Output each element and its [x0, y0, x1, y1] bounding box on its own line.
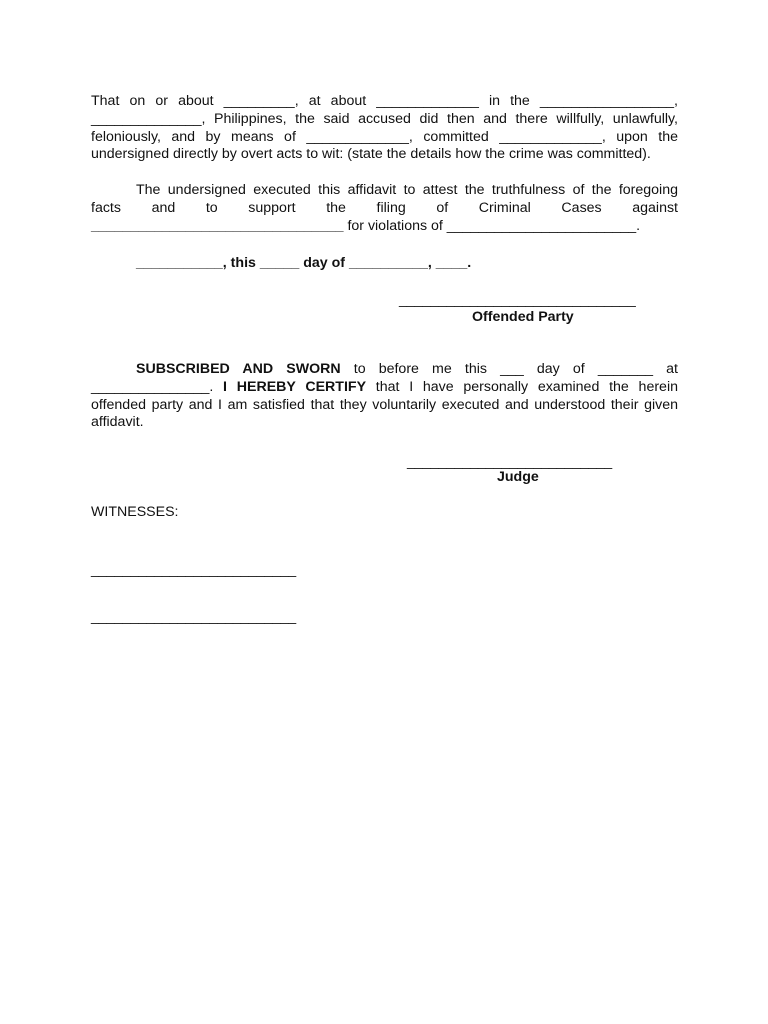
witnesses-label: WITNESSES:: [91, 504, 179, 520]
offended-party-label: Offended Party: [472, 309, 574, 325]
witness-signature-line-1: __________________________: [91, 562, 297, 578]
purpose-line-2: facts and to support the filing of Criminal Cases against: [91, 199, 678, 216]
accused-name-blank: ________________________________: [91, 217, 344, 234]
sworn-text-1: to before me this ___ day of _______ at _______________.: [91, 361, 679, 395]
hereby-certify-heading: I HEREBY CERTIFY: [223, 378, 367, 395]
judge-signature-line: __________________________: [407, 454, 613, 470]
witness-signature-line-2: __________________________: [91, 609, 297, 625]
purpose-line-3: [91, 218, 678, 236]
complaint-text: That on or about _________, at about _____________ in the _________________, ______________, Philippines, the said accused did then and there willfully, unlawfully, feloniously, and by means of _____________, committed _____________, upon the undersigned directly by overt acts to wit: (state the details how the crime was committed).: [91, 93, 678, 163]
purpose-line-1: The undersigned executed this affidavit to attest the truthfulness of the foregoing: [136, 182, 678, 198]
judge-label: Judge: [497, 469, 539, 485]
complaint-paragraph: [91, 93, 678, 164]
subscribed-sworn-heading: SUBSCRIBED AND SWORN: [136, 361, 341, 377]
sworn-paragraph: [91, 361, 678, 432]
affidavit-purpose-paragraph: [91, 182, 678, 235]
offended-party-signature-line: ______________________________: [399, 292, 636, 308]
sworn-text-2: that I have personally examined the herein offended party and I am satisfied that they voluntarily executed and understood their given affidavit.: [91, 378, 678, 431]
execution-date-line: ___________, this _____ day of __________, ____.: [136, 255, 472, 271]
violations-text: for violations of ________________________.: [343, 217, 641, 234]
